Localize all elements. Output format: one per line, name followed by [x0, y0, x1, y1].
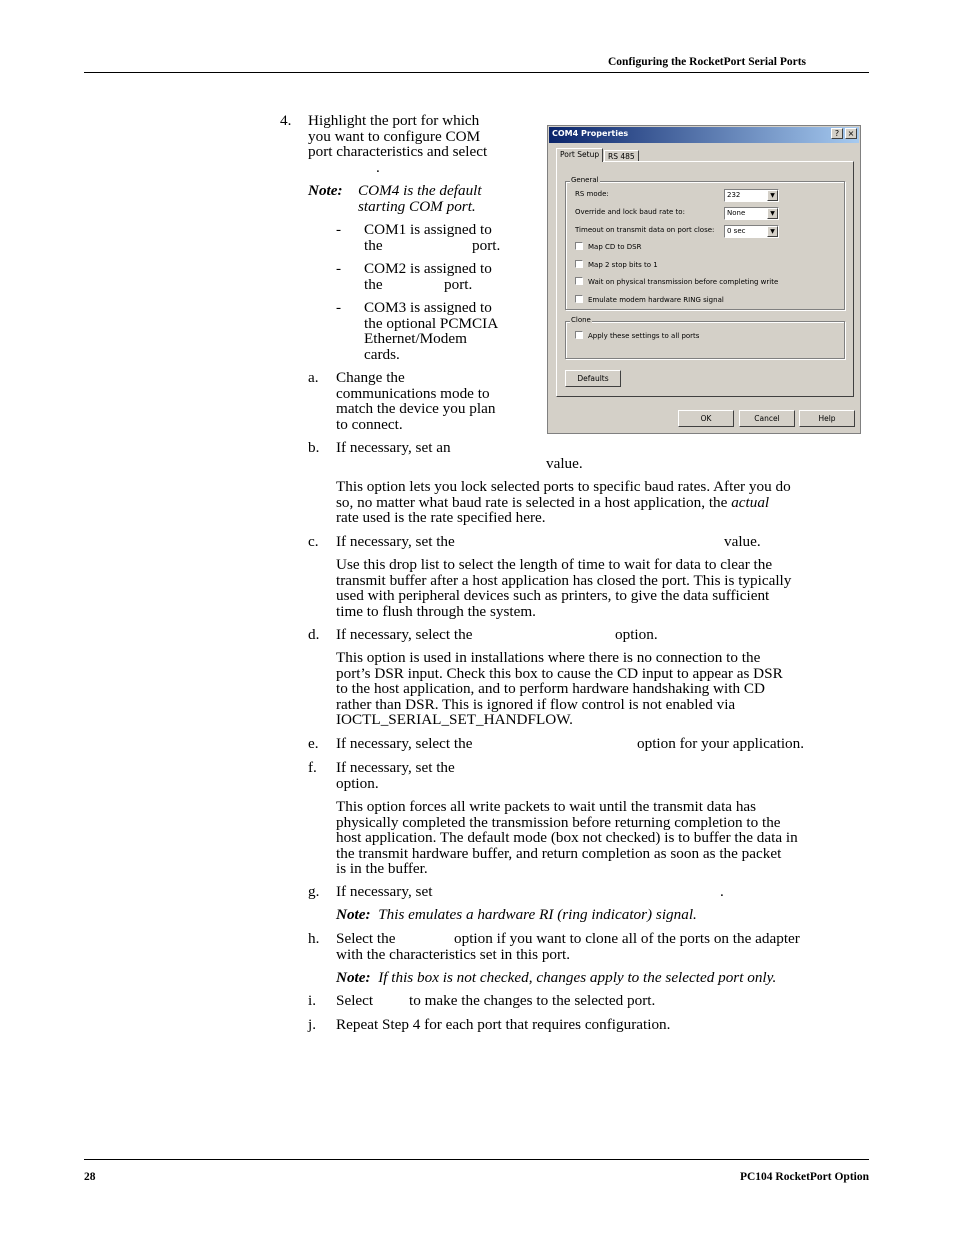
- para-line: used with peripheral devices such as printers, to give the data sufficient: [336, 587, 770, 605]
- general-group: [565, 176, 845, 310]
- bullet-com2: [364, 261, 534, 292]
- item-h-note: [336, 970, 776, 986]
- tab-port-setup[interactable]: Port Setup: [556, 148, 603, 162]
- checkbox-wait-physical[interactable]: [575, 277, 778, 286]
- item-g-line1: If necessary, set: [336, 883, 433, 900]
- item-a-line: communications mode to: [336, 384, 490, 402]
- bullet-com3: [364, 300, 534, 362]
- para-line: rate used is the rate specified here.: [336, 509, 546, 527]
- note-label: [308, 183, 343, 199]
- chevron-down-icon[interactable]: ▼: [767, 226, 778, 237]
- para-line: so, no matter what baud rate is selected in a host application, the: [336, 493, 728, 511]
- checkbox-box[interactable]: [575, 260, 583, 268]
- item-letter: h.: [308, 930, 320, 947]
- para-line: is in the buffer.: [336, 860, 428, 878]
- item-h-line1a: Select the: [336, 930, 396, 947]
- footer-title: PC104 RocketPort Option: [739, 1171, 869, 1183]
- baud-label: Override and lock baud rate to:: [575, 208, 685, 216]
- note-label-text: Note:: [308, 182, 343, 199]
- footer-rule: [84, 1159, 869, 1160]
- item-f-para: [336, 799, 871, 877]
- baud-value: None: [727, 209, 746, 217]
- checkbox-box[interactable]: [575, 295, 583, 303]
- para-line: rather than DSR. This is ignored if flow control is not enabled via: [336, 695, 736, 713]
- checkbox-map-cd-dsr[interactable]: [575, 242, 641, 251]
- item-i-b: to make the changes to the selected port.: [409, 992, 656, 1009]
- checkbox-label: Wait on physical transmission before completing write: [588, 278, 779, 286]
- item-h-line1b: option if you want to clone all of the ports on the adapter: [454, 930, 800, 947]
- step4-line: you want to configure COM: [308, 127, 481, 145]
- timeout-label: Timeout on transmit data on port close:: [575, 226, 715, 234]
- baud-select[interactable]: [724, 207, 779, 220]
- para-line: This option lets you lock selected ports to specific baud rates. After you do: [336, 478, 791, 495]
- item-a-line: match the device you plan: [336, 400, 496, 418]
- header-rule: [84, 72, 869, 73]
- close-icon[interactable]: ×: [845, 128, 857, 139]
- item-e-line1: If necessary, select the: [336, 735, 473, 752]
- item-d-para: [336, 650, 871, 728]
- defaults-button[interactable]: Defaults: [565, 370, 621, 387]
- note-text: This emulates a hardware RI (ring indicator) signal.: [378, 906, 697, 923]
- rs-mode-label: RS mode:: [575, 190, 609, 198]
- para-emphasis: actual: [731, 493, 770, 511]
- chevron-down-icon[interactable]: ▼: [767, 208, 778, 219]
- item-f-line: If necessary, set the: [336, 759, 455, 776]
- rs-mode-value: 232: [727, 191, 741, 199]
- com4-properties-dialog: [547, 125, 861, 434]
- general-group-label: General: [571, 176, 599, 184]
- clone-group: [565, 316, 845, 359]
- item-g-note: [336, 907, 697, 923]
- bullet-dash: -: [336, 299, 342, 316]
- checkbox-map-stop-bits[interactable]: [575, 260, 658, 269]
- note-text: If this box is not checked, changes apply to the selected port only.: [378, 969, 777, 986]
- checkbox-label: Apply these settings to all ports: [588, 332, 700, 340]
- step4-text: [308, 113, 538, 175]
- para-line: the transmit hardware buffer, and return completion as soon as the packet: [336, 844, 782, 862]
- item-b-line2: value.: [546, 455, 583, 472]
- checkbox-emulate-ring[interactable]: [575, 295, 724, 304]
- step4-line: Highlight the port for which: [308, 112, 480, 129]
- checkbox-apply-all[interactable]: [575, 331, 699, 340]
- item-c-line1-end: value.: [724, 533, 761, 550]
- rs-mode-select[interactable]: [724, 189, 779, 202]
- item-b-para: [336, 479, 871, 526]
- step-number: 4.: [280, 112, 292, 129]
- note-text: [358, 183, 482, 214]
- item-letter: g.: [308, 883, 320, 900]
- bullet-line: the: [364, 236, 383, 254]
- cancel-button[interactable]: Cancel: [739, 410, 795, 427]
- bullet-dash: -: [336, 260, 342, 277]
- item-letter: d.: [308, 626, 320, 643]
- chevron-down-icon[interactable]: ▼: [767, 190, 778, 201]
- tab-panel: [556, 161, 854, 397]
- item-f-text: [336, 760, 455, 791]
- note-line: COM4 is the default: [358, 182, 482, 199]
- item-c-line1: If necessary, set the: [336, 533, 455, 550]
- item-letter: i.: [308, 992, 317, 1009]
- bullet-line: cards.: [364, 345, 400, 363]
- item-a-text: [336, 370, 536, 432]
- item-e-line1-end: option for your application.: [637, 735, 805, 752]
- para-line: transmit buffer after a host application has closed the port. This is typically: [336, 571, 792, 589]
- item-letter: c.: [308, 533, 319, 550]
- bullet-line: the: [364, 275, 383, 293]
- checkbox-box[interactable]: [575, 242, 583, 250]
- item-letter: e.: [308, 735, 319, 752]
- item-d-line1: If necessary, select the: [336, 626, 473, 643]
- item-b-line1: If necessary, set an: [336, 439, 451, 456]
- item-a-line: to connect.: [336, 415, 403, 433]
- checkbox-label: Map 2 stop bits to 1: [588, 261, 658, 269]
- clone-group-label: Clone: [571, 316, 591, 324]
- timeout-value: 0 sec: [727, 227, 746, 235]
- bullet-line: COM1 is assigned to: [364, 221, 492, 238]
- para-line: Use this drop list to select the length of time to wait for data to clear the: [336, 556, 773, 573]
- para-line: This option is used in installations where there is no connection to the: [336, 649, 761, 666]
- item-f-line: option.: [336, 774, 379, 792]
- para-line: host application. The default mode (box not checked) is to buffer the data in: [336, 829, 798, 847]
- para-line: port’s DSR input. Check this box to cause the CD input to appear as DSR: [336, 664, 783, 682]
- bullet-line: COM3 is assigned to: [364, 299, 492, 316]
- tab-rs485[interactable]: RS 485: [604, 150, 639, 162]
- dialog-title-bar: [549, 127, 859, 143]
- item-letter: a.: [308, 369, 319, 386]
- help-button[interactable]: Help: [799, 410, 855, 427]
- para-line: physically completed the transmission before returning completion to the: [336, 813, 781, 831]
- checkbox-label: Emulate modem hardware RING signal: [588, 296, 724, 304]
- bullet-line: Ethernet/Modem: [364, 330, 467, 348]
- timeout-select[interactable]: [724, 225, 779, 238]
- bullet-line: the optional PCMCIA: [364, 314, 499, 332]
- ok-button[interactable]: OK: [678, 410, 734, 427]
- bullet-line: port.: [472, 236, 501, 254]
- dialog-title: COM4 Properties: [552, 129, 629, 138]
- item-letter: f.: [308, 759, 317, 776]
- item-d-line1-end: option.: [615, 626, 658, 643]
- note-line: starting COM port.: [358, 197, 476, 215]
- checkbox-label: Map CD to DSR: [588, 243, 642, 251]
- bullet-line: port.: [444, 275, 473, 293]
- para-line: to the host application, and to perform hardware handshaking with CD: [336, 680, 765, 698]
- step4-line: port characteristics and select: [308, 143, 488, 161]
- bullet-com1: [364, 222, 534, 253]
- para-line: time to flush through the system.: [336, 602, 536, 620]
- para-line: IOCTL_SERIAL_SET_HANDFLOW.: [336, 711, 573, 729]
- item-h-line2: with the characteristics set in this port.: [336, 946, 571, 963]
- item-j-text: Repeat Step 4 for each port that requires configuration.: [336, 1016, 671, 1033]
- bullet-line: COM2 is assigned to: [364, 260, 492, 277]
- item-letter: b.: [308, 439, 320, 456]
- page-number: 28: [84, 1171, 96, 1183]
- note-label-text: Note:: [336, 969, 371, 986]
- bullet-dash: -: [336, 221, 342, 238]
- item-c-para: [336, 557, 871, 619]
- checkbox-box[interactable]: [575, 277, 583, 285]
- note-label-text: Note:: [336, 906, 371, 923]
- item-letter: j.: [308, 1016, 317, 1033]
- item-g-line1-end: .: [720, 883, 724, 900]
- step4-line: .: [376, 158, 380, 176]
- para-line: This option forces all write packets to wait until the transmit data has: [336, 798, 757, 815]
- help-icon[interactable]: ?: [831, 128, 843, 139]
- item-i-a: Select: [336, 992, 374, 1009]
- checkbox-box[interactable]: [575, 331, 583, 339]
- item-a-line: Change the: [336, 369, 405, 386]
- running-header: Configuring the RocketPort Serial Ports: [608, 56, 807, 68]
